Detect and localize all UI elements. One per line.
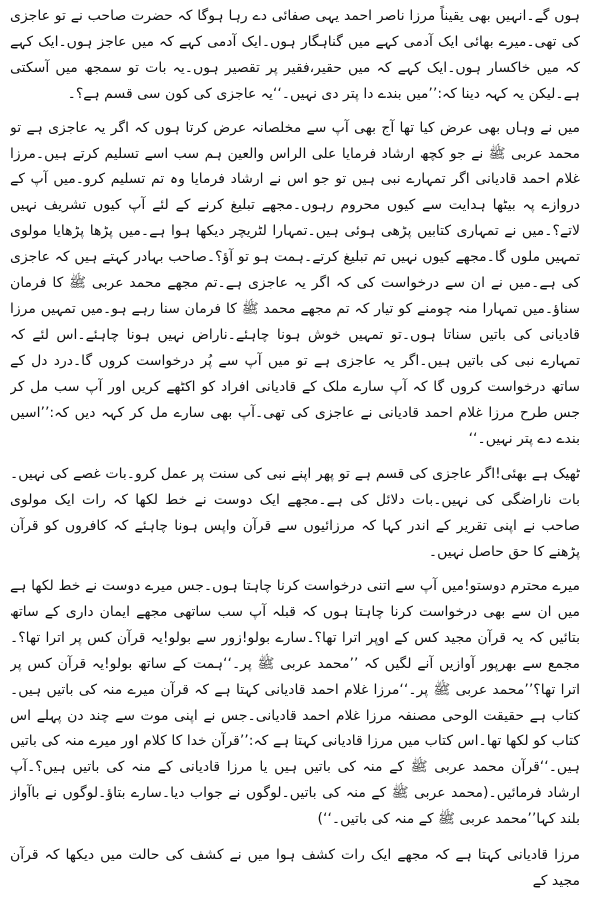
- paragraph-5: مرزا قادیانی کہتا ہے کہ مجھے ایک رات کشف ہوا میں نے کشف کی حالت میں دیکھا کہ قرآن مجید کے: [10, 847, 580, 889]
- paragraph-4: میرے محترم دوستو!میں آپ سے اتنی درخواست کرنا چاہتا ہوں۔جس میرے دوست نے خط لکھا ہے میں ان سے بھی درخواست کرنا چاہتا ہوں کہ قبلہ آپ سب ساتھی مجھے ایمان داری کے ساتھ بتائیں کہ یہ قرآن مجید کس کے اوپر اترا تھا؟۔سارے بولو!زور سے بولو!یہ قرآن کس پر اترا تھا؟۔مجمع سے بھرپور آوازیں آنے لگیں کہ ’’محمد عربی ﷺ پر۔‘‘ہمت کے ساتھ بولو!یہ قرآن کس پر اترا تھا؟’’محمد عربی ﷺ پر۔‘‘مرزا غلام احمد قادیانی کہتا ہے کہ قرآن میرے منہ کی باتیں ہیں۔کتاب ہے حقیقت الوحی مصنفہ مرزا غلام احمد قادیانی۔جس نے اپنی موت سے چند دن پہلے اس کتاب کو لکھا تھا۔اس کتاب میں مرزا قادیانی کہتا ہے کہ:’’قرآن خدا کا کلام اور میرے منہ کی باتیں ہیں۔‘‘قرآن محمد عربی ﷺ کے منہ کی باتیں ہیں یا مرزا قادیانی کے منہ کی باتیں ہیں؟۔آپ ارشاد فرمائیں۔(محمد عربی ﷺ کے منہ کی باتیں۔لوگوں نے جواب دیا۔سارے بتاؤ۔لوگوں نے باآواز بلند کہا’’محمد عربی ﷺ کے منہ کی باتیں۔‘‘): [10, 578, 580, 828]
- document-page: [10, 4, 580, 900]
- paragraph-3: ٹھیک ہے بھئی!اگر عاجزی کی قسم ہے تو پھر اپنے نبی کی سنت پر عمل کرو۔بات غصے کی نہیں۔بات ناراضگی کی نہیں۔بات دلائل کی ہے۔مجھے ایک دوست نے خط لکھا کہ رات ایک مولوی صاحب نے اپنی تقریر کے اندر کہا کہ مرزائیوں سے قرآن واپس ہونا چاہئے کہ کافروں کو قرآن پڑھنے کا حق حاصل نہیں۔: [10, 466, 580, 561]
- paragraph-2: میں نے وہاں بھی عرض کیا تھا آج بھی آپ سے مخلصانہ عرض کرتا ہوں کہ اگر یہ عاجزی ہے تو محمد عربی ﷺ نے جو کچھ ارشاد فرمایا علی الراس والعین ہم سب اسے تسلیم کرتے ہیں۔مرزا غلام احمد قادیانی اگر تمہارے نبی ہیں تو جو اس نے ارشاد فرمایا وہ تم تسلیم کرو۔میں آپ کے دروازے پہ بیٹھا ہدایت سے کیوں محروم رہوں۔مجھے تبلیغ کرنے کے لئے آپ کیوں تشریف نہیں لاتے؟۔میں نے تمہاری کتابیں پڑھی ہوئی ہیں۔تمہارا لٹریچر دیکھا ہوا ہے۔میں پڑھا پڑھایا مولوی تمہیں ملوں گا۔مجھے کیوں نہیں تم تبلیغ کرتے۔ہمت ہو تو آؤ؟۔صاحب بہادر کہتے ہیں کہ عاجزی کی ہے۔میں نے ان سے درخواست کی کہ اگر یہ عاجزی ہے۔تم مجھے محمد عربی ﷺ کا فرمان سناؤ۔میں تمہارا منہ چومنے کو تیار کہ تم مجھے محمد ﷺ کا فرمان سنا رہے ہو۔میں تمہیں مرزا قادیانی کی باتیں سناتا ہوں۔تو تمہیں خوش ہونا چاہئے۔ناراض نہیں ہونا چاہئے۔اس لئے کہ تمہارے نبی کی باتیں ہیں۔اگر یہ عاجزی ہے تو میں آپ سے پُر درخواست کروں گا۔درد دل کے ساتھ درخواست کروں گا کہ آپ سارے ملک کے قادیانی افراد کو اکٹھے کریں اور آپ سب مل کر جس طرح مرزا غلام احمد قادیانی نے عاجزی کی تھی۔آپ بھی سارے مل کر کہہ دیں کہ:’’اسیں بندے دے پتر نہیں۔‘‘: [10, 119, 580, 447]
- paragraph-1: ہوں گے۔انہیں بھی یقیناً مرزا ناصر احمد یہی صفائی دے رہا ہوگا کہ حضرت صاحب نے تو عاجزی کی تھی۔میرے بھائی ایک آدمی کہے میں گناہگار ہوں۔ایک آدمی کہے کہ میں عاجز ہوں۔ایک کہے کہ میں خاکسار ہوں۔ایک کہے کہ میں حقیر،فقیر پر تقصیر ہوں۔یہ بات تو سمجھ میں آسکتی ہے۔لیکن یہ کہہ دینا کہ:’’میں بندے دا پتر دی نہیں۔‘‘یہ عاجزی کی کون سی قسم ہے؟۔: [10, 8, 580, 102]
